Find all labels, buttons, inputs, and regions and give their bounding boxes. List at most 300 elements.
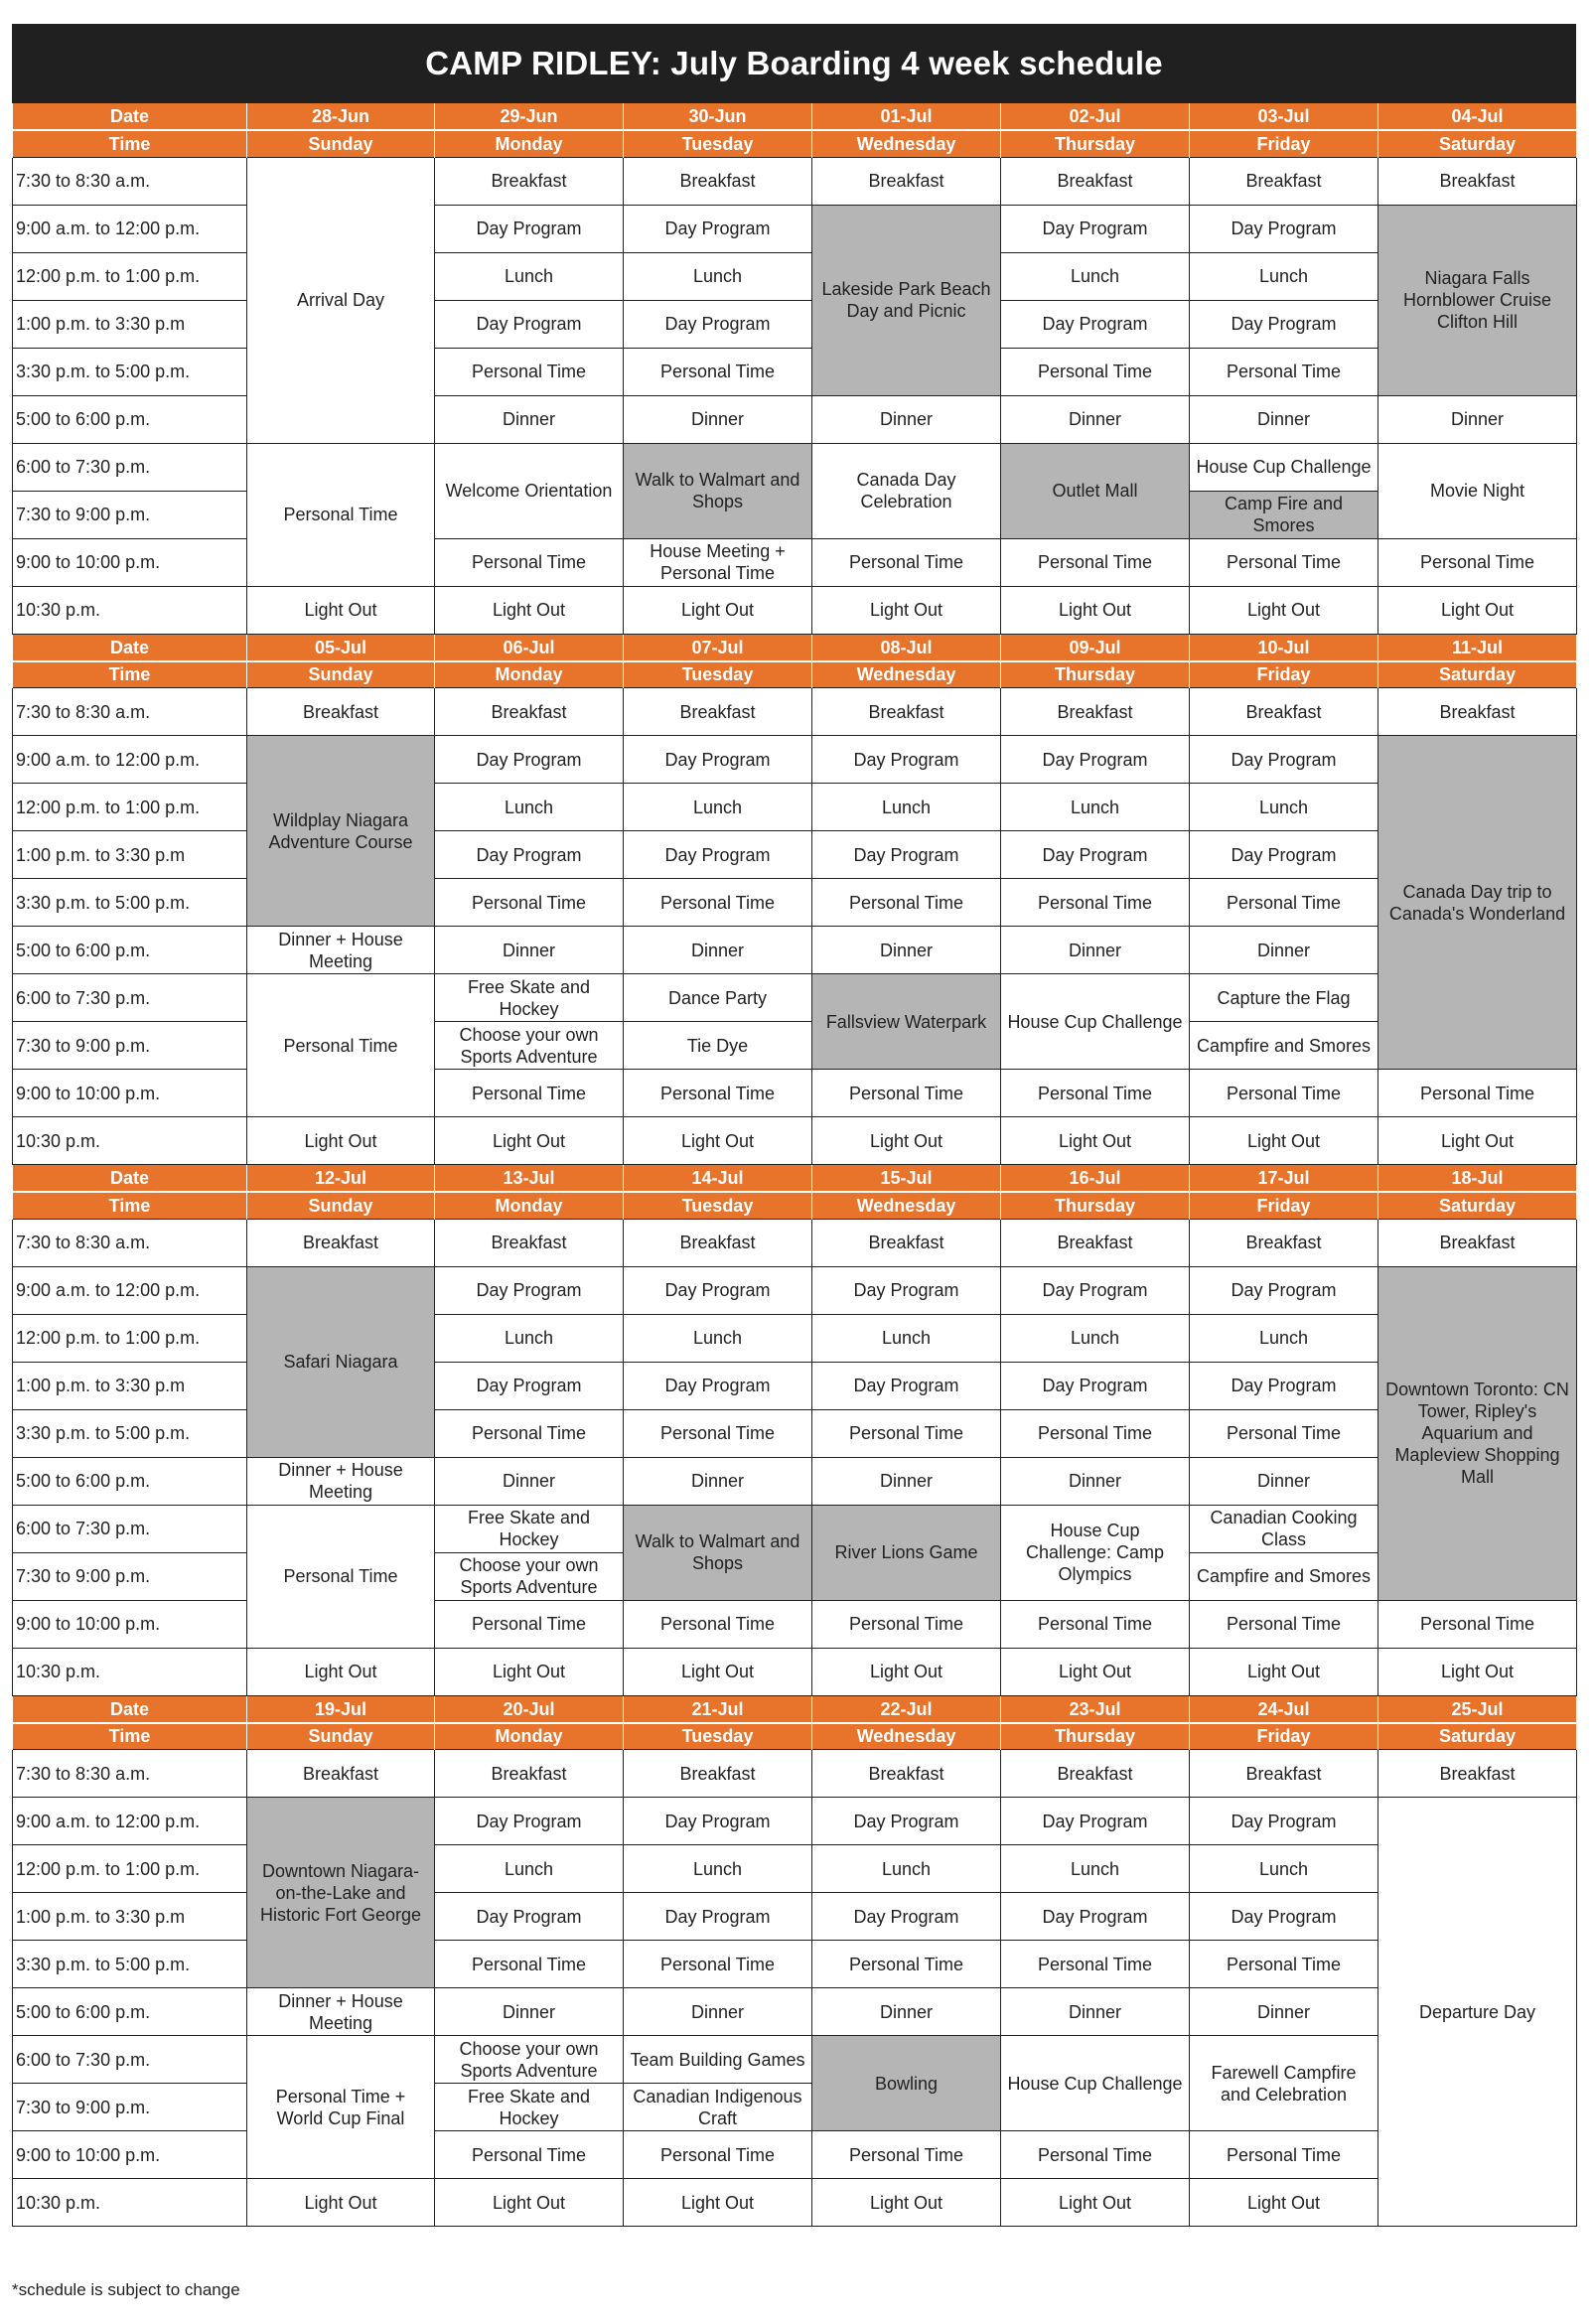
activity-cell: Dinner [1190,395,1378,443]
schedule-row [13,443,1577,491]
activity-cell: Day Program [1001,831,1190,879]
activity-cell: Personal Time [1190,1409,1378,1457]
activity-cell: Lunch [624,252,812,300]
activity-cell: Personal Time + World Cup Final [247,2036,435,2179]
date-cell: 17-Jul [1190,1165,1378,1192]
activity-cell: Personal Time [435,879,624,927]
activity-cell: Personal Time [812,538,1001,586]
activity-cell: Dinner [1190,1988,1378,2036]
activity-cell: Dinner [435,1988,624,2036]
activity-cell: Day Program [812,1266,1001,1314]
activity-cell: Light Out [1378,1648,1577,1695]
activity-cell: Dinner [1378,395,1577,443]
time-slot: 7:30 to 9:00 p.m. [13,1022,247,1070]
activity-cell: Day Program [435,831,624,879]
date-cell: 15-Jul [812,1165,1001,1192]
activity-cell: Breakfast [624,1219,812,1266]
activity-cell: Lunch [1190,252,1378,300]
activity-cell: Dinner [812,395,1001,443]
activity-cell: Light Out [1190,2179,1378,2227]
event-cell-outing: Safari Niagara [247,1266,435,1457]
activity-cell: Breakfast [812,1219,1001,1266]
date-cell: 24-Jul [1190,1696,1378,1723]
event-cell-outing: Walk to Walmart and Shops [624,1505,812,1600]
activity-cell: Dinner [624,927,812,974]
time-slot: 3:30 p.m. to 5:00 p.m. [13,1941,247,1988]
activity-cell: Breakfast [812,157,1001,205]
activity-cell: Canada Day Celebration [812,443,1001,538]
activity-cell: Day Program [624,1893,812,1941]
activity-cell: Day Program [1001,1266,1190,1314]
activity-cell: Dinner [1001,1457,1190,1505]
day-cell: Wednesday [812,130,1001,157]
activity-cell: Dinner [435,1457,624,1505]
activity-cell: Day Program [624,300,812,348]
footnote: *schedule is subject to change [12,2280,240,2299]
date-label: Date [13,103,247,130]
time-slot: 10:30 p.m. [13,2179,247,2227]
activity-cell: Light Out [624,2179,812,2227]
weeks-container [12,103,1576,2227]
date-cell: 09-Jul [1001,635,1190,661]
day-cell: Saturday [1378,130,1577,157]
activity-cell: Day Program [435,1798,624,1845]
date-label: Date [13,1696,247,1723]
activity-cell: Lunch [1190,1314,1378,1362]
activity-cell: Personal Time [435,348,624,395]
activity-cell: Free Skate and Hockey [435,1505,624,1552]
activity-cell: Lunch [1190,784,1378,831]
activity-cell: Day Program [1190,1893,1378,1941]
activity-cell: Personal Time [1378,538,1577,586]
activity-cell: Breakfast [624,688,812,736]
time-slot: 9:00 to 10:00 p.m. [13,1600,247,1648]
activity-cell: Personal Time [1190,1070,1378,1117]
activity-cell: Day Program [1190,736,1378,784]
schedule-title: CAMP RIDLEY: July Boarding 4 week schedule [12,24,1576,103]
activity-cell: Dinner [1001,1988,1190,2036]
day-cell: Saturday [1378,1192,1577,1219]
activity-cell: Light Out [1190,1117,1378,1165]
activity-cell: Team Building Games [624,2036,812,2084]
activity-cell: Day Program [1190,1798,1378,1845]
schedule-row [13,1219,1577,1266]
activity-cell: Lunch [1001,784,1190,831]
activity-cell: Campfire and Smores [1190,1552,1378,1600]
activity-cell: Day Program [624,205,812,252]
time-slot: 3:30 p.m. to 5:00 p.m. [13,348,247,395]
activity-cell: Light Out [624,1648,812,1695]
activity-cell: Breakfast [624,157,812,205]
date-cell: 22-Jul [812,1696,1001,1723]
activity-cell: Dinner [1190,927,1378,974]
activity-cell: Dinner [435,927,624,974]
activity-cell: Dinner [624,1988,812,2036]
time-slot: 9:00 to 10:00 p.m. [13,2131,247,2179]
date-cell: 03-Jul [1190,103,1378,130]
activity-cell: Dance Party [624,974,812,1022]
day-cell: Wednesday [812,1723,1001,1750]
activity-cell: Light Out [435,1117,624,1165]
activity-cell: Light Out [624,586,812,634]
activity-cell: Choose your own Sports Adventure [435,1552,624,1600]
activity-cell: Breakfast [247,1750,435,1798]
date-cell: 29-Jun [435,103,624,130]
week-table [12,635,1577,1166]
activity-cell: Dinner + House Meeting [247,927,435,974]
event-cell-outing: River Lions Game [812,1505,1001,1600]
time-slot: 9:00 a.m. to 12:00 p.m. [13,205,247,252]
time-slot: 10:30 p.m. [13,586,247,634]
activity-cell: Light Out [812,1648,1001,1695]
activity-cell: Day Program [624,1362,812,1409]
activity-cell: Day Program [624,1266,812,1314]
time-slot: 6:00 to 7:30 p.m. [13,974,247,1022]
activity-cell: Personal Time [1190,1600,1378,1648]
activity-cell: Personal Time [624,879,812,927]
date-cell: 21-Jul [624,1696,812,1723]
day-cell: Sunday [247,661,435,688]
activity-cell: Day Program [435,736,624,784]
time-slot: 5:00 to 6:00 p.m. [13,1457,247,1505]
activity-cell: Canadian Cooking Class [1190,1505,1378,1552]
activity-cell: Light Out [247,1648,435,1695]
schedule-row [13,1117,1577,1165]
activity-cell: Lunch [435,252,624,300]
activity-cell: Day Program [812,736,1001,784]
activity-cell: Light Out [435,2179,624,2227]
activity-cell: Light Out [435,1648,624,1695]
activity-cell: Breakfast [247,688,435,736]
activity-cell: Day Program [812,1798,1001,1845]
activity-cell: Lunch [624,1845,812,1893]
activity-cell: Day Program [1001,736,1190,784]
day-cell: Monday [435,1723,624,1750]
activity-cell: Personal Time [1190,348,1378,395]
time-label: Time [13,661,247,688]
activity-cell: Day Program [624,831,812,879]
activity-cell: Dinner [1190,1457,1378,1505]
activity-cell: Breakfast [1190,1750,1378,1798]
activity-cell: Capture the Flag [1190,974,1378,1022]
activity-cell: Personal Time [1190,538,1378,586]
activity-cell: Personal Time [624,1409,812,1457]
activity-cell: Lunch [812,1845,1001,1893]
schedule-row [13,2036,1577,2084]
schedule-row [13,586,1577,634]
event-cell-outing: Wildplay Niagara Adventure Course [247,736,435,927]
time-label: Time [13,1192,247,1219]
activity-cell: Day Program [1001,1893,1190,1941]
activity-cell: Personal Time [247,1505,435,1648]
activity-cell: Light Out [247,1117,435,1165]
day-cell: Tuesday [624,130,812,157]
event-cell-outing: Canada Day trip to Canada's Wonderland [1378,736,1577,1070]
activity-cell: Dinner + House Meeting [247,1988,435,2036]
date-cell: 06-Jul [435,635,624,661]
activity-cell: Breakfast [247,1219,435,1266]
schedule-row [13,1505,1577,1552]
time-slot: 5:00 to 6:00 p.m. [13,927,247,974]
activity-cell: Day Program [1001,1798,1190,1845]
schedule-row [13,1266,1577,1314]
week-table [12,1696,1577,2228]
activity-cell: Light Out [1190,586,1378,634]
day-cell: Thursday [1001,1723,1190,1750]
activity-cell: Lunch [1001,1845,1190,1893]
date-cell: 07-Jul [624,635,812,661]
activity-cell: Lunch [1001,252,1190,300]
day-cell: Saturday [1378,661,1577,688]
schedule-row [13,1988,1577,2036]
time-slot: 1:00 p.m. to 3:30 p.m [13,1362,247,1409]
day-cell: Friday [1190,661,1378,688]
activity-cell: Personal Time [435,1600,624,1648]
activity-cell: Personal Time [624,1070,812,1117]
activity-cell: House Cup Challenge: Camp Olympics [1001,1505,1190,1600]
activity-cell: Day Program [435,1266,624,1314]
date-header-row [13,1696,1577,1723]
activity-cell: Personal Time [812,1409,1001,1457]
activity-cell: Breakfast [812,688,1001,736]
date-cell: 30-Jun [624,103,812,130]
activity-cell: Personal Time [1190,1941,1378,1988]
time-slot: 6:00 to 7:30 p.m. [13,2036,247,2084]
event-cell-outing: Walk to Walmart and Shops [624,443,812,538]
activity-cell: Breakfast [1001,1750,1190,1798]
time-slot: 9:00 to 10:00 p.m. [13,538,247,586]
time-slot: 7:30 to 8:30 a.m. [13,1750,247,1798]
activity-cell: Departure Day [1378,1798,1577,2227]
event-cell-outing: Downtown Toronto: CN Tower, Ripley's Aquarium and Mapleview Shopping Mall [1378,1266,1577,1600]
activity-cell: Personal Time [624,2131,812,2179]
activity-cell: Personal Time [1001,1600,1190,1648]
day-cell: Thursday [1001,130,1190,157]
date-cell: 19-Jul [247,1696,435,1723]
activity-cell: Welcome Orientation [435,443,624,538]
activity-cell: Personal Time [435,1409,624,1457]
activity-cell: Light Out [1001,1648,1190,1695]
time-label: Time [13,1723,247,1750]
activity-cell: Personal Time [1190,879,1378,927]
time-slot: 12:00 p.m. to 1:00 p.m. [13,784,247,831]
activity-cell: House Meeting + Personal Time [624,538,812,586]
activity-cell: Personal Time [812,1070,1001,1117]
event-cell-outing: Bowling [812,2036,1001,2131]
activity-cell: Personal Time [624,348,812,395]
activity-cell: Dinner [435,395,624,443]
activity-cell: Breakfast [1190,1219,1378,1266]
day-cell: Tuesday [624,1723,812,1750]
date-cell: 12-Jul [247,1165,435,1192]
activity-cell: Personal Time [1001,348,1190,395]
time-slot: 10:30 p.m. [13,1648,247,1695]
event-cell-outing: Downtown Niagara-on-the-Lake and Historic Fort George [247,1798,435,1988]
activity-cell: Breakfast [812,1750,1001,1798]
activity-cell: Personal Time [812,879,1001,927]
activity-cell: Choose your own Sports Adventure [435,2036,624,2084]
activity-cell: Free Skate and Hockey [435,974,624,1022]
activity-cell: Lunch [624,784,812,831]
activity-cell: Lunch [435,1314,624,1362]
activity-cell: Day Program [1190,1362,1378,1409]
date-cell: 28-Jun [247,103,435,130]
day-cell: Thursday [1001,661,1190,688]
activity-cell: Breakfast [435,688,624,736]
day-cell: Sunday [247,1192,435,1219]
date-cell: 13-Jul [435,1165,624,1192]
time-slot: 9:00 to 10:00 p.m. [13,1070,247,1117]
date-header-row [13,1165,1577,1192]
day-cell: Friday [1190,1723,1378,1750]
activity-cell: Light Out [812,586,1001,634]
event-cell-outing: Outlet Mall [1001,443,1190,538]
time-slot: 12:00 p.m. to 1:00 p.m. [13,252,247,300]
schedule-row [13,157,1577,205]
day-cell: Sunday [247,1723,435,1750]
activity-cell: Lunch [812,1314,1001,1362]
date-cell: 02-Jul [1001,103,1190,130]
schedule-sheet [12,24,1576,2227]
event-cell-outing: Lakeside Park Beach Day and Picnic [812,205,1001,395]
activity-cell: Personal Time [812,1600,1001,1648]
activity-cell: Breakfast [624,1750,812,1798]
week-table [12,103,1577,635]
activity-cell: Day Program [624,736,812,784]
day-header-row [13,661,1577,688]
activity-cell: Day Program [435,300,624,348]
schedule-row [13,736,1577,784]
event-cell-outing: Niagara Falls Hornblower Cruise Clifton Hill [1378,205,1577,395]
time-slot: 9:00 a.m. to 12:00 p.m. [13,1266,247,1314]
activity-cell: Personal Time [1001,1070,1190,1117]
activity-cell: Personal Time [1378,1070,1577,1117]
activity-cell: Breakfast [1001,688,1190,736]
time-slot: 9:00 a.m. to 12:00 p.m. [13,736,247,784]
activity-cell: Breakfast [1378,1750,1577,1798]
activity-cell: Light Out [247,2179,435,2227]
activity-cell: Personal Time [435,1941,624,1988]
time-slot: 7:30 to 9:00 p.m. [13,2084,247,2131]
activity-cell: Personal Time [1001,1409,1190,1457]
date-cell: 25-Jul [1378,1696,1577,1723]
time-slot: 5:00 to 6:00 p.m. [13,395,247,443]
activity-cell: Breakfast [1001,157,1190,205]
date-cell: 10-Jul [1190,635,1378,661]
day-cell: Friday [1190,130,1378,157]
activity-cell: Light Out [247,586,435,634]
activity-cell: Day Program [1001,300,1190,348]
time-slot: 7:30 to 8:30 a.m. [13,688,247,736]
day-cell: Saturday [1378,1723,1577,1750]
day-cell: Wednesday [812,1192,1001,1219]
schedule-row [13,688,1577,736]
activity-cell: Breakfast [1378,1219,1577,1266]
activity-cell: Personal Time [1190,2131,1378,2179]
day-header-row [13,1192,1577,1219]
week-table [12,1165,1577,1696]
activity-cell: Lunch [435,1845,624,1893]
time-label: Time [13,130,247,157]
activity-cell: Day Program [1190,1266,1378,1314]
day-cell: Tuesday [624,661,812,688]
time-slot: 12:00 p.m. to 1:00 p.m. [13,1314,247,1362]
activity-cell: Day Program [435,1362,624,1409]
activity-cell: Breakfast [1190,157,1378,205]
schedule-row [13,974,1577,1022]
activity-cell: Day Program [1001,1362,1190,1409]
activity-cell: Personal Time [812,2131,1001,2179]
time-slot: 3:30 p.m. to 5:00 p.m. [13,1409,247,1457]
date-cell: 11-Jul [1378,635,1577,661]
activity-cell: Personal Time [247,974,435,1117]
time-slot: 10:30 p.m. [13,1117,247,1165]
activity-cell: Day Program [812,831,1001,879]
activity-cell: Day Program [812,1893,1001,1941]
activity-cell: Dinner [812,1457,1001,1505]
activity-cell: Light Out [1001,2179,1190,2227]
day-cell: Wednesday [812,661,1001,688]
activity-cell: Choose your own Sports Adventure [435,1022,624,1070]
activity-cell: Dinner [1001,927,1190,974]
activity-cell: Personal Time [435,2131,624,2179]
event-cell-outing: Fallsview Waterpark [812,974,1001,1070]
activity-cell: Breakfast [435,157,624,205]
time-slot: 6:00 to 7:30 p.m. [13,443,247,491]
activity-cell: Day Program [1190,831,1378,879]
date-header-row [13,103,1577,130]
activity-cell: Day Program [435,205,624,252]
activity-cell: Movie Night [1378,443,1577,538]
activity-cell: Day Program [624,1798,812,1845]
schedule-row [13,1457,1577,1505]
activity-cell: Tie Dye [624,1022,812,1070]
time-slot: 7:30 to 9:00 p.m. [13,1552,247,1600]
date-label: Date [13,635,247,661]
activity-cell: Light Out [435,586,624,634]
day-cell: Monday [435,130,624,157]
time-slot: 6:00 to 7:30 p.m. [13,1505,247,1552]
activity-cell: Personal Time [247,443,435,586]
activity-cell: Personal Time [624,1941,812,1988]
activity-cell: Lunch [435,784,624,831]
day-cell: Monday [435,661,624,688]
activity-cell: Day Program [1001,205,1190,252]
day-cell: Sunday [247,130,435,157]
date-cell: 01-Jul [812,103,1001,130]
activity-cell: Light Out [1001,586,1190,634]
activity-cell: Day Program [812,1362,1001,1409]
activity-cell: Breakfast [1378,157,1577,205]
activity-cell: House Cup Challenge [1190,443,1378,491]
activity-cell: Light Out [812,1117,1001,1165]
activity-cell: Breakfast [435,1219,624,1266]
activity-cell: Light Out [1378,1117,1577,1165]
date-cell: 18-Jul [1378,1165,1577,1192]
activity-cell: Light Out [624,1117,812,1165]
activity-cell: Day Program [1190,205,1378,252]
activity-cell: Dinner [1001,395,1190,443]
activity-cell: Dinner [624,395,812,443]
activity-cell: Dinner [812,1988,1001,2036]
date-cell: 04-Jul [1378,103,1577,130]
activity-cell: Personal Time [812,1941,1001,1988]
activity-cell: Lunch [812,784,1001,831]
activity-cell: Breakfast [1001,1219,1190,1266]
day-cell: Tuesday [624,1192,812,1219]
time-slot: 1:00 p.m. to 3:30 p.m [13,831,247,879]
day-header-row [13,130,1577,157]
